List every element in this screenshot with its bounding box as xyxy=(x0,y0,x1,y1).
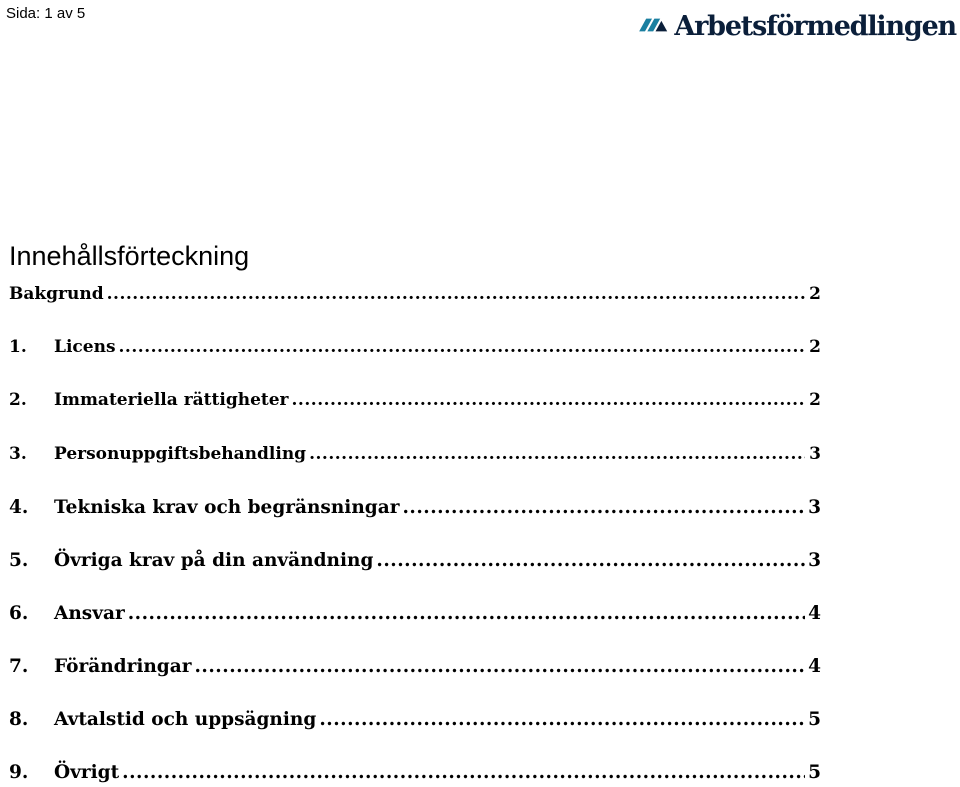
toc-entry-title: Förändringar xyxy=(54,656,192,677)
toc-entry-number: 5. xyxy=(9,550,29,571)
toc-leader-dots xyxy=(107,284,805,304)
toc-leader-dots xyxy=(194,656,805,677)
toc-heading: Innehållsförteckning xyxy=(9,241,250,271)
toc-entry-title: Immateriella rättigheter xyxy=(54,390,289,410)
toc-entry-title: Ansvar xyxy=(54,603,125,624)
toc-entry-personuppgiftsbehandling[interactable] xyxy=(9,444,821,464)
toc-leader-dots xyxy=(402,497,805,518)
toc-entry-number: 6. xyxy=(9,603,29,624)
toc-entry-title: Personuppgiftsbehandling xyxy=(54,444,307,464)
toc-entry-title: Bakgrund xyxy=(9,284,104,304)
page-indicator: Sida: 1 av 5 xyxy=(6,5,86,22)
toc-entry-immateriella-rattigheter[interactable] xyxy=(9,390,821,410)
toc-entry-number: 7. xyxy=(9,656,29,677)
toc-entry-page: 5 xyxy=(808,762,821,783)
toc-entry-title: Tekniska krav och begränsningar xyxy=(54,497,400,518)
toc-entry-page: 5 xyxy=(808,709,821,730)
toc-entry-number: 2. xyxy=(9,390,27,410)
toc-entry-page: 3 xyxy=(808,550,821,571)
toc-leader-dots xyxy=(319,709,805,730)
toc-entry-licens[interactable] xyxy=(9,337,821,357)
toc-entry-page: 4 xyxy=(808,603,821,624)
arbetsformedlingen-logo-icon xyxy=(638,10,668,40)
toc-leader-dots xyxy=(122,762,805,783)
toc-entry-number: 9. xyxy=(9,762,29,783)
logo-wordmark: Arbetsförmedlingen xyxy=(674,10,956,42)
toc-entry-number: 3. xyxy=(9,444,27,464)
toc-entry-number: 8. xyxy=(9,709,29,730)
toc-entry-number: 4. xyxy=(9,497,29,518)
toc-entry-forandringar[interactable] xyxy=(9,656,821,677)
toc-entry-bakgrund[interactable] xyxy=(9,284,821,304)
toc-entry-page: 2 xyxy=(809,337,821,357)
toc-entry-page: 2 xyxy=(809,390,821,410)
toc-entry-tekniska-krav[interactable] xyxy=(9,497,821,518)
toc-entry-title: Licens xyxy=(54,337,116,357)
toc-leader-dots xyxy=(119,337,805,357)
toc-entry-ovriga-krav[interactable] xyxy=(9,550,821,571)
toc-entry-page: 4 xyxy=(808,656,821,677)
toc-entry-page: 3 xyxy=(809,444,821,464)
toc-leader-dots xyxy=(128,603,805,624)
toc-entry-title: Övrigt xyxy=(54,762,120,783)
brand-logo xyxy=(638,4,956,46)
toc-entry-ovrigt[interactable] xyxy=(9,762,821,783)
toc-entry-ansvar[interactable] xyxy=(9,603,821,624)
toc-leader-dots xyxy=(309,444,805,464)
toc-leader-dots xyxy=(376,550,805,571)
toc-entry-number: 1. xyxy=(9,337,27,357)
toc-entry-page: 3 xyxy=(808,497,821,518)
toc-entry-title: Övriga krav på din användning xyxy=(54,550,374,571)
toc-leader-dots xyxy=(292,390,805,410)
toc-entry-page: 2 xyxy=(809,284,821,304)
toc-entry-title: Avtalstid och uppsägning xyxy=(54,709,317,730)
toc-entry-avtalstid[interactable] xyxy=(9,709,821,730)
